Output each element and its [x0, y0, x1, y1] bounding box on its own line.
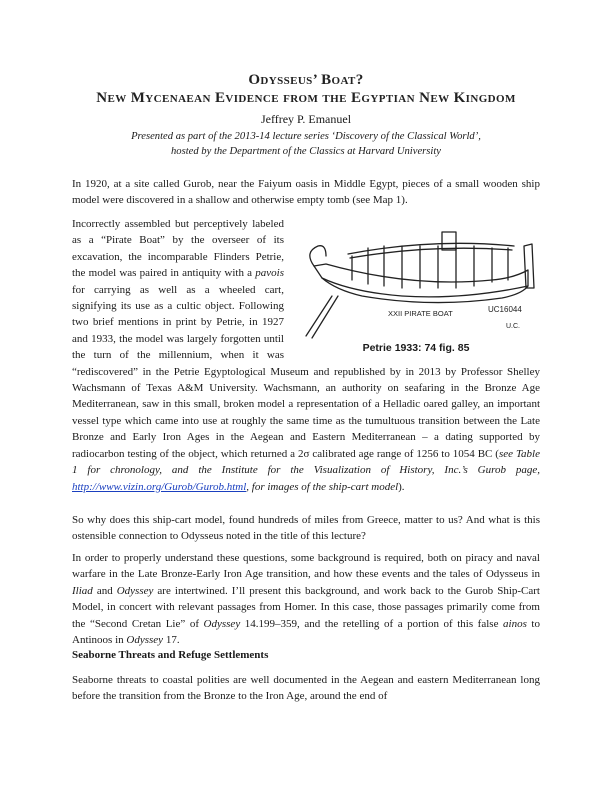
figure-caption: Petrie 1933: 74 fig. 85: [362, 342, 470, 354]
p4-b: and: [92, 584, 117, 597]
presented-line-1: Presented as part of the 2013-14 lecture series ‘Discovery of the Classical World’,: [131, 131, 481, 142]
p4-odyssey-3: Odyssey: [126, 634, 164, 647]
paragraph-1: In 1920, at a site called Gurob, near the Faiyum oasis in Middle Egypt, pieces of a small wooden ship model were discovered in a shallow and otherwise empty tomb (see Map 1).: [72, 178, 540, 207]
boat-label: XXII PIRATE BOAT: [388, 309, 453, 318]
p4-ainos: ainos: [503, 617, 527, 630]
presented-note: [0, 129, 612, 159]
presented-line-2: hosted by the Department of the Classics at Harvard University: [170, 146, 441, 157]
p2-end: ).: [398, 480, 405, 493]
oar-line-2: [312, 296, 338, 338]
boat-id-label: UC16044: [488, 305, 522, 314]
paragraph-5: Seaborne threats to coastal polities are well documented in the Aegean and eastern Mediterranean long before the transition from the Bronze to the Iron Age, around the end of: [72, 674, 540, 703]
p2-pavois: pavois: [255, 267, 284, 280]
p4-e: to Antinoos in: [72, 617, 540, 647]
boat-figure: [292, 216, 540, 361]
paragraph-2: [72, 216, 540, 495]
boat-drawing: [292, 216, 540, 340]
stern-ornament: [310, 246, 326, 266]
paragraph-4: [72, 550, 540, 648]
bow-post: [524, 244, 534, 288]
boat-uc-label: U.C.: [506, 323, 520, 330]
p4-a: In order to properly understand these questions, some background is required, both on piracy and naval warfare in the Late Bronze-Early Iron Age transition, and how these events and the tales of Odysseus in: [72, 552, 540, 581]
oar-line: [306, 296, 332, 336]
mast-block: [442, 232, 456, 250]
title-line-2: New Mycenaean Evidence from the Egyptian New Kingdom: [96, 90, 516, 106]
p4-c: are intertwined. I’ll present this background, and work back to the Gurob Ship-Cart Model, in concert with relevant passages from Homer. In this case, those passages primarily come from the “Second Cretan Lie” of: [72, 584, 540, 630]
p2-italic: see Table 1 for chronology, and the Institute for the Visualization of History, Inc.’s Gurob page,: [72, 447, 540, 477]
p4-d: 14.199–359, and the retelling of a portion of this false: [240, 617, 504, 630]
p4-iliad: Iliad: [72, 584, 93, 597]
section-heading: Seaborne Threats and Refuge Settlements: [72, 649, 269, 661]
title-line-1: Odysseus’ Boat?: [248, 72, 364, 88]
p4-odyssey-2: Odyssey: [203, 617, 241, 630]
paragraph-3: So why does this ship-cart model, found hundreds of miles from Greece, matter to us? And what is this ostensible connection to Odysseus noted in the title of this lecture?: [72, 514, 540, 543]
p2-text-a: Incorrectly assembled but perceptively labeled as a “Pirate Boat” by the overseer of its excavation, the incomparable Flinders Petrie, the model was paired in antiquity with a: [72, 218, 284, 280]
p4-odyssey: Odyssey: [116, 584, 154, 597]
gurob-link[interactable]: http://www.vizin.org/Gurob/Gurob.html: [72, 480, 247, 493]
p2-text-b: for carrying as well as a wheeled cart, signifying its use as a cultic object. Following two brief mentions in print by Petrie, in 1927 and 1933, the model was largely forgotten until the turn of the millennium, when it was “rediscovered” in the Petrie Egyptological Museum and republished by in 2013 by Professor Shelley Wachsmann of Texas A&M University. Wachsmann, an authority on seafaring in the Bronze Age Mediterranean, saw in this small, broken model a representation of a Helladic oared galley, an important vessel type which came into use at roughly the same time as the tumultuous transition between the Late Bronze and Early Iron Ages in the Aegean and Eastern Mediterranean – a dating supported by radiocarbon testing of the object, which returned a 2σ calibrated age range of 1256 to 1054 BC (: [72, 283, 540, 460]
author: Jeffrey P. Emanuel: [260, 112, 352, 126]
p2-italic-2: , for images of the ship-cart model: [246, 480, 399, 493]
p4-f: 17.: [163, 634, 180, 647]
